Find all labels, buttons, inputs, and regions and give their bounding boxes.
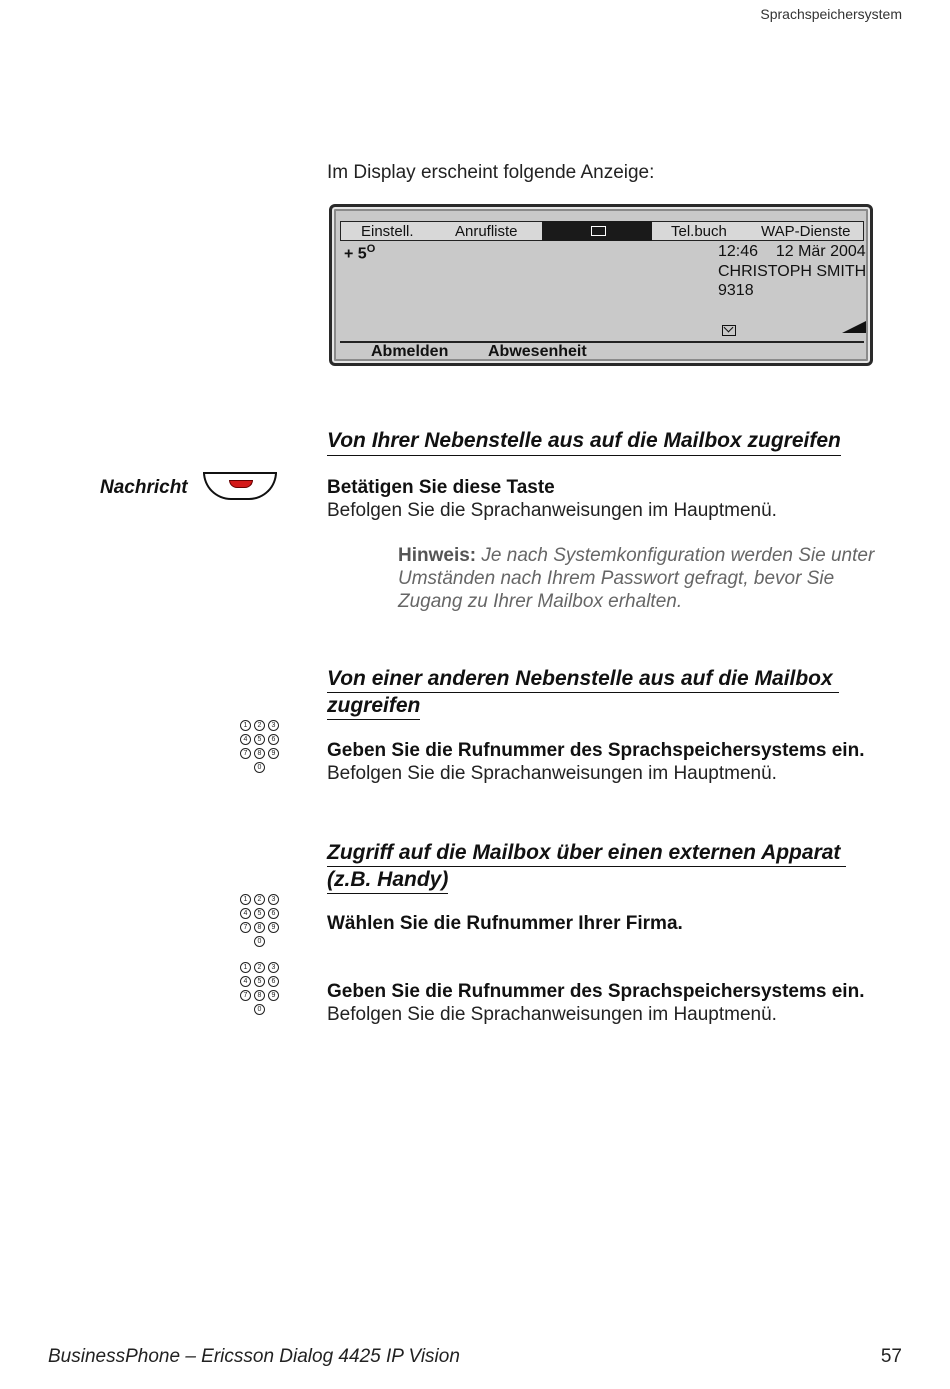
- phone-display: [329, 204, 873, 366]
- keypad-key-7: 7: [240, 922, 251, 933]
- section-title-other-extension: [327, 666, 839, 721]
- keypad-key-8: 8: [254, 922, 265, 933]
- keypad-key-5: 5: [254, 908, 265, 919]
- keypad-key-8: 8: [254, 748, 265, 759]
- keypad-key-4: 4: [240, 734, 251, 745]
- message-icon: [591, 226, 606, 236]
- keypad-icon: [240, 962, 280, 1018]
- keypad-key-6: 6: [268, 976, 279, 987]
- keypad-key-4: 4: [240, 908, 251, 919]
- action-dial-voicemail: Geben Sie die Rufnummer des Sprachspeichersystems ein.: [327, 740, 865, 761]
- tab-wap-dienste: WAP-Dienste: [761, 223, 851, 240]
- keypad-key-0: 0: [254, 936, 265, 947]
- status-indicator: [344, 243, 375, 263]
- note-label: Hinweis:: [398, 545, 477, 566]
- instruction-main-menu-3: Befolgen Sie die Sprachanweisungen im Hauptmenü.: [327, 1004, 777, 1025]
- tab-messages-selected: [542, 221, 652, 241]
- instruction-main-menu-2: Befolgen Sie die Sprachanweisungen im Hauptmenü.: [327, 763, 777, 784]
- keypad-key-6: 6: [268, 908, 279, 919]
- keypad-key-4: 4: [240, 976, 251, 987]
- keypad-key-0: 0: [254, 762, 265, 773]
- intro-text: Im Display erscheint folgende Anzeige:: [327, 162, 655, 183]
- keypad-key-2: 2: [254, 720, 265, 731]
- keypad-key-7: 7: [240, 990, 251, 1001]
- mail-icon: [722, 325, 736, 336]
- indicator-value: + 5: [344, 245, 367, 263]
- display-name: CHRISTOPH SMITH: [718, 263, 867, 280]
- title-line-1: Zugriff auf die Mailbox über einen externen Apparat: [327, 840, 846, 867]
- keypad-key-1: 1: [240, 962, 251, 973]
- note-line-3: Zugang zu Ihrer Mailbox erhalten.: [398, 591, 683, 612]
- title-line-1: Von einer anderen Nebenstelle aus auf die Mailbox: [327, 666, 839, 693]
- note-line-1: Je nach Systemkonfiguration werden Sie unter: [481, 545, 875, 566]
- keypad-key-6: 6: [268, 734, 279, 745]
- action-dial-company: Wählen Sie die Rufnummer Ihrer Firma.: [327, 913, 683, 934]
- signal-icon: [842, 321, 866, 333]
- keypad-key-8: 8: [254, 990, 265, 1001]
- softkey-abmelden: Abmelden: [371, 343, 449, 360]
- message-key-lamp: [229, 480, 253, 488]
- note-line-2: Umständen nach Ihrem Passwort gefragt, bevor Sie: [398, 568, 835, 589]
- section-title-own-extension: Von Ihrer Nebenstelle aus auf die Mailbox zugreifen: [327, 428, 841, 456]
- keypad-key-2: 2: [254, 894, 265, 905]
- note-box: [398, 544, 898, 613]
- footer-title: BusinessPhone – Ericsson Dialog 4425 IP Vision: [48, 1346, 460, 1367]
- title-line-2: (z.B. Handy): [327, 867, 448, 894]
- keypad-key-9: 9: [268, 922, 279, 933]
- display-number: 9318: [718, 282, 754, 299]
- keypad-key-5: 5: [254, 976, 265, 987]
- tab-einstell: Einstell.: [361, 223, 414, 240]
- instruction-main-menu: Befolgen Sie die Sprachanweisungen im Hauptmenü.: [327, 500, 777, 521]
- indicator-sup: O: [366, 243, 376, 255]
- keypad-icon: [240, 720, 280, 776]
- keypad-key-0: 0: [254, 1004, 265, 1015]
- keypad-key-3: 3: [268, 962, 279, 973]
- keypad-key-1: 1: [240, 894, 251, 905]
- display-datetime: 12:46 12 Mär 2004: [718, 243, 866, 260]
- message-key-icon: [203, 472, 277, 500]
- keypad-key-3: 3: [268, 894, 279, 905]
- action-dial-voicemail-external: Geben Sie die Rufnummer des Sprachspeichersystems ein.: [327, 981, 865, 1002]
- keypad-key-9: 9: [268, 990, 279, 1001]
- title-line-2: zugreifen: [327, 693, 420, 720]
- keypad-key-1: 1: [240, 720, 251, 731]
- tab-anrufliste: Anrufliste: [455, 223, 518, 240]
- keypad-key-7: 7: [240, 748, 251, 759]
- softkey-abwesenheit: Abwesenheit: [488, 343, 587, 360]
- keypad-key-3: 3: [268, 720, 279, 731]
- key-label-nachricht: Nachricht: [100, 477, 188, 498]
- page-number: 57: [880, 1346, 902, 1367]
- section-title-external: [327, 840, 846, 895]
- tab-telbuch: Tel.buch: [671, 223, 727, 240]
- keypad-icon: [240, 894, 280, 950]
- keypad-key-9: 9: [268, 748, 279, 759]
- keypad-key-2: 2: [254, 962, 265, 973]
- running-header: Sprachspeichersystem: [760, 6, 902, 22]
- action-press-key: Betätigen Sie diese Taste: [327, 477, 555, 498]
- keypad-key-5: 5: [254, 734, 265, 745]
- display-tab-bar: [340, 221, 864, 241]
